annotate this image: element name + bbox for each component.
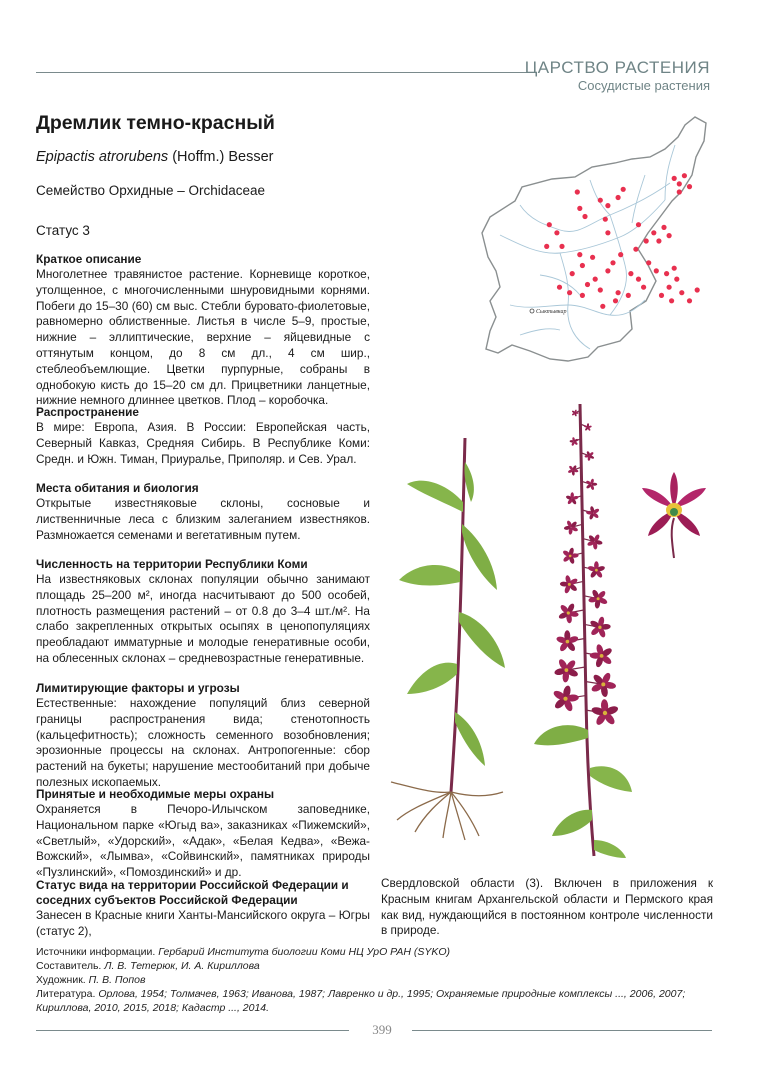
- section-title: Численность на территории Республики Коми: [36, 557, 308, 571]
- occurrence-point: [567, 290, 572, 295]
- latin-author: (Hoffm.) Besser: [168, 149, 274, 165]
- species-title: Дремлик темно-красный: [36, 112, 275, 134]
- section-body: Занесен в Красные книги Ханты-Мансийского округа – Югры (статус 2),: [36, 908, 370, 938]
- leaf: [552, 810, 592, 836]
- latin-binomial: Epipactis atrorubens: [36, 149, 169, 165]
- occurrence-point: [598, 287, 603, 292]
- occurrence-point: [659, 293, 664, 298]
- occurrence-point: [616, 195, 621, 200]
- compiler-line: Составитель. Л. В. Тетерюк, И. А. Кириллова: [36, 960, 260, 972]
- occurrence-point: [618, 252, 623, 257]
- occurrence-point: [557, 285, 562, 290]
- section-title: Распространение: [36, 405, 139, 419]
- plant-illustration-inflorescence: [528, 400, 638, 860]
- leaf: [590, 766, 632, 792]
- leaf: [455, 712, 485, 766]
- occurrence-point: [621, 187, 626, 192]
- occurrence-point: [600, 304, 605, 309]
- distribution-map: [460, 105, 715, 377]
- raceme-flower: [582, 506, 600, 520]
- footer-rule-left: [36, 1030, 349, 1031]
- section-title: Принятые и необходимые меры охраны: [36, 787, 275, 801]
- section-body: На известняковых склонах популяции обычно занимают площадь 25–200 м², иногда насчитывают до 500 особей, плотность размещения растений – от 0.8 до 3–4 шт./м². На слабо закрепленных открытых осыпях в ценопопуляциях преобладают имматурные и молодые генеративные особи, на облесенных склонах – средневозрастные генеративные.: [36, 572, 370, 665]
- leaf: [407, 481, 463, 512]
- raceme-flower: [564, 520, 583, 535]
- occurrence-point: [656, 238, 661, 243]
- occurrence-point: [580, 263, 585, 268]
- roots: [391, 782, 503, 840]
- occurrence-point: [626, 293, 631, 298]
- literature-line: Литература. Орлова, 1954; Толмачев, 1963; Иванова, 1987; Лавренко и др., 1995; Охраняемые природные комплексы ..., 2006, 2007; Кириллова, 2010, 2015, 2018; Кадастр ..., 2014.: [36, 988, 686, 1014]
- occurrence-point: [651, 230, 656, 235]
- flower-detail-illustration: [640, 470, 708, 560]
- occurrence-point: [633, 247, 638, 252]
- occurrence-point: [598, 198, 603, 203]
- occurrence-point: [580, 293, 585, 298]
- section-title: Места обитания и биология: [36, 481, 199, 495]
- section-title: Лимитирующие факторы и угрозы: [36, 681, 240, 695]
- occurrence-point: [616, 290, 621, 295]
- occurrence-point: [641, 285, 646, 290]
- leaf: [459, 612, 505, 668]
- occurrence-point: [654, 268, 659, 273]
- header-rule: [36, 72, 536, 73]
- occurrence-point: [590, 255, 595, 260]
- leaf: [464, 462, 473, 502]
- occurrence-point: [582, 214, 587, 219]
- raceme-flower: [582, 478, 597, 490]
- section-threats: [36, 681, 370, 791]
- occurrence-point: [605, 203, 610, 208]
- section-distribution: [36, 405, 370, 467]
- leaf: [594, 840, 626, 858]
- occurrence-point: [664, 271, 669, 276]
- occurrence-point: [695, 287, 700, 292]
- occurrence-point: [646, 260, 651, 265]
- species-status: Статус 3: [36, 223, 90, 238]
- section-description: [36, 252, 370, 409]
- raceme-flower: [562, 547, 583, 564]
- occurrence-point: [570, 271, 575, 276]
- division-heading: Сосудистые растения: [577, 78, 710, 93]
- occurrence-point: [605, 230, 610, 235]
- species-family: Семейство Орхидные – Orchidaceae: [36, 183, 266, 198]
- species-latin-name: [36, 149, 273, 165]
- raceme-flower: [585, 672, 617, 698]
- section-title: Статус вида на территории Российской Федерации и соседних субъектов Российской Федерации: [36, 878, 349, 907]
- footer-rule-right: [412, 1030, 712, 1031]
- occurrence-point: [613, 298, 618, 303]
- occurrence-point: [554, 230, 559, 235]
- section-protection: [36, 787, 370, 881]
- raceme-flower: [584, 644, 613, 669]
- raceme-flower: [585, 699, 619, 726]
- artist-line: Художник. П. В. Попов: [36, 974, 146, 986]
- section-body: Многолетнее травянистое растение. Корневище короткое, утолщенное, с многочисленными шнуровидными корнями. Побеги до 15–30 (60) см выс. Стебли буровато-фиолетовые, равномерно облиственные. Листья в числе 5–9, простые, нижние – эллиптические, верхние – яйцевидные с оттянутым концом, до 8 см дл., 4 см шир., стеблеобъемлющие. Цветки пурпурные, собраны в однобокую кисть до 15–20 см дл. Прицветники ланцетные, нижние немного длиннее цветков. Плод – коробочка.: [36, 267, 370, 408]
- occurrence-point: [677, 181, 682, 186]
- stem: [580, 404, 594, 856]
- occurrence-point: [544, 244, 549, 249]
- occurrence-point: [636, 222, 641, 227]
- raceme-flower: [582, 451, 595, 461]
- occurrence-point: [687, 184, 692, 189]
- occurrence-point: [605, 268, 610, 273]
- occurrence-point: [672, 176, 677, 181]
- section-title: Краткое описание: [36, 252, 142, 266]
- occurrence-point: [577, 206, 582, 211]
- occurrence-point: [603, 217, 608, 222]
- occurrence-point: [667, 285, 672, 290]
- raceme-flower: [583, 534, 603, 550]
- occurrence-point: [636, 277, 641, 282]
- flower-detail: [642, 472, 706, 558]
- occurrence-point: [644, 238, 649, 243]
- occurrence-point: [559, 244, 564, 249]
- kingdom-heading: ЦАРСТВО РАСТЕНИЯ: [524, 58, 710, 77]
- raceme-flower: [554, 658, 585, 683]
- leaf: [399, 565, 460, 585]
- raceme-flower: [568, 465, 582, 476]
- sources-line: Источники информации. Гербарий Института биологии Коми НЦ УрО РАН (SYKO): [36, 946, 451, 958]
- occurrence-point: [577, 252, 582, 257]
- occurrence-point: [677, 189, 682, 194]
- section-rf-status: [36, 878, 370, 940]
- raceme-flower: [566, 492, 583, 505]
- section-abundance: [36, 557, 370, 667]
- occurrence-point: [679, 290, 684, 295]
- section-habitat: [36, 481, 370, 543]
- occurrence-point: [628, 271, 633, 276]
- leaf: [534, 725, 588, 745]
- raceme-flower: [558, 603, 584, 624]
- occurrence-point: [669, 298, 674, 303]
- occurrence-point: [682, 173, 687, 178]
- section-body: В мире: Европа, Азия. В России: Европейская часть, Северный Кавказ, Средняя Сибирь. В Республике Коми: Средн. и Южн. Тиман, Приуралье, Приполяр. и Сев. Урал.: [36, 420, 370, 466]
- occurrence-point: [667, 233, 672, 238]
- raceme-flower: [556, 630, 584, 652]
- raceme-flower: [583, 561, 605, 578]
- occurrence-point: [610, 260, 615, 265]
- credits-block: [36, 945, 716, 1015]
- occurrence-point: [674, 277, 679, 282]
- occurrence-point: [687, 298, 692, 303]
- occurrence-point: [593, 277, 598, 282]
- leaf: [462, 524, 497, 590]
- occurrence-point: [547, 222, 552, 227]
- occurrence-point: [661, 225, 666, 230]
- raceme-flower: [560, 575, 584, 594]
- leaf: [407, 663, 457, 694]
- section-body: Открытые известняковые склоны, сосновые и лиственничные леса с близким залеганием известняков. Размножается семенами и вегетативным путем.: [36, 496, 370, 542]
- raceme-flower: [584, 589, 609, 609]
- raceme-flower: [581, 423, 592, 431]
- city-label: Сыктывкар: [536, 309, 567, 315]
- raceme-flower: [584, 616, 611, 638]
- section-body: Естественные: нахождение популяций близ северной границы распространения вида; стенотопность (кальцефитность); сложность семенного возобновления; эрозионные процессы на склонах. Антропогенные: сбор растений на букеты; нарушение местообитаний при добыче полезных ископаемых.: [36, 696, 370, 789]
- page-number: 399: [372, 1022, 392, 1037]
- occurrence-point: [672, 266, 677, 271]
- plant-illustration-leafy-stem: [385, 432, 520, 842]
- rf-status-continuation: Свердловской области (3). Включен в приложения к Красным книгам Архангельской области и Пермского края как вид, нуждающийся в постоянном контроле численности в природе.: [381, 876, 713, 938]
- city-marker: [530, 309, 566, 315]
- raceme-flower: [552, 685, 585, 712]
- occurrence-point: [585, 282, 590, 287]
- section-body: Охраняется в Печоро-Илычском заповеднике, Национальном парке «Югыд ва», заказниках «Пижемский», «Светлый», «Удорский», «Адак», «Белая Кедва», «Вежа-Вожский», «Лымва», «Сойвинский», памятниках природы «Пузлинский», «Помоздинский» и др.: [36, 802, 370, 880]
- occurrence-point: [575, 189, 580, 194]
